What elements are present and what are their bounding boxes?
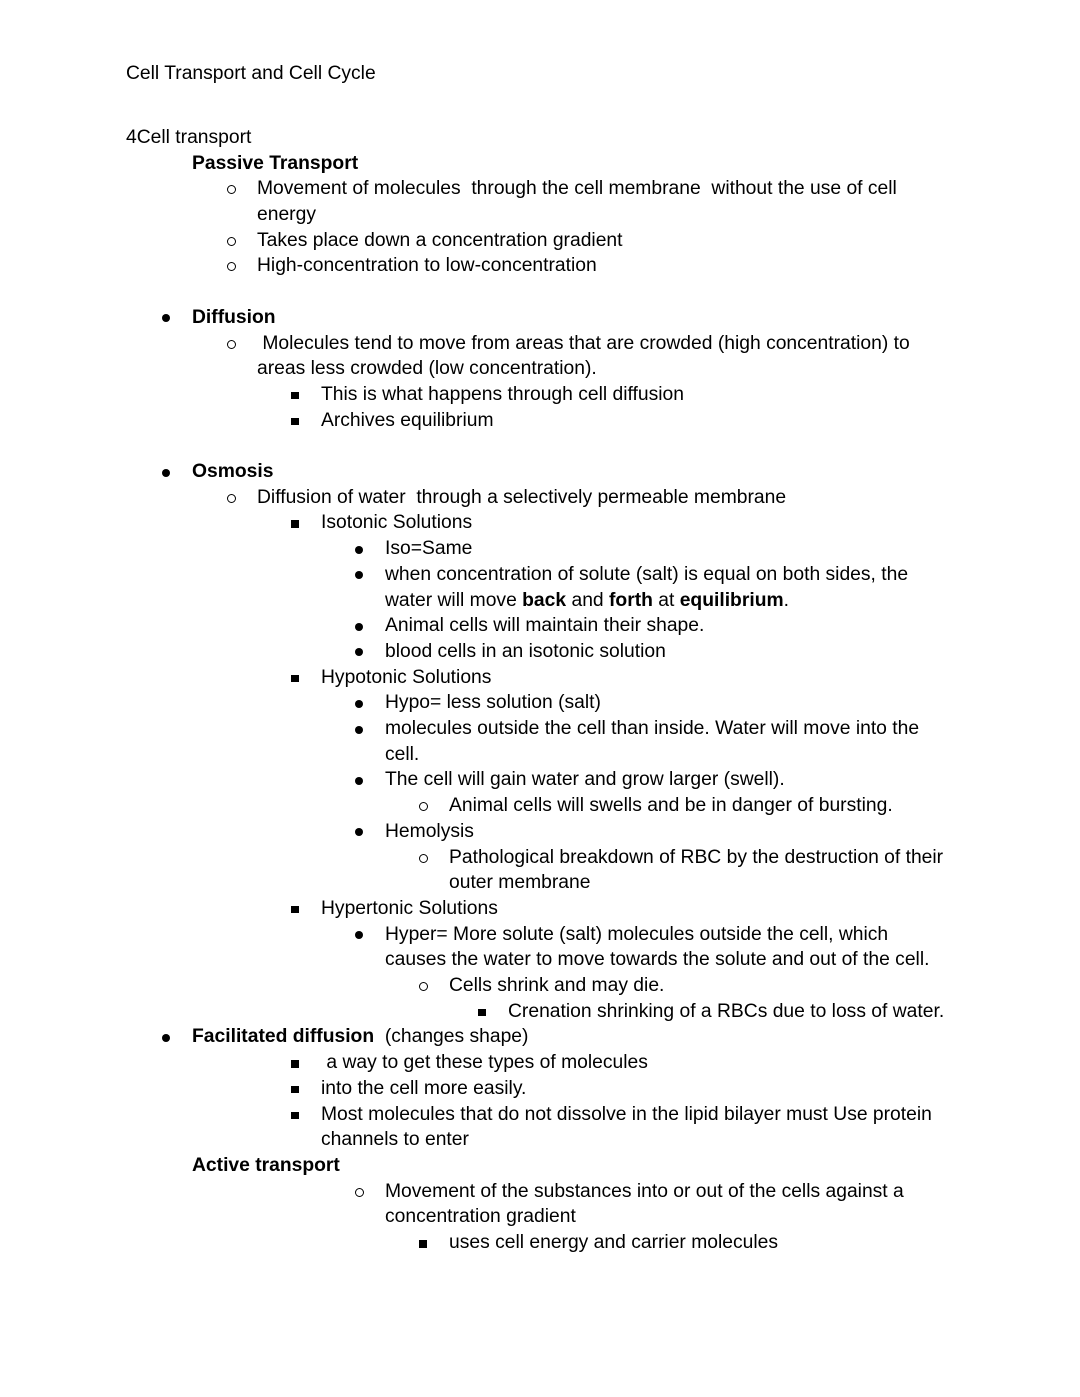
- bullet-square-icon: [291, 520, 299, 528]
- bullet-circle-icon: [227, 262, 236, 271]
- bullet-square-icon: [291, 392, 299, 400]
- doc-line: [0, 1102, 948, 1153]
- bullet-square-icon: [291, 1112, 299, 1120]
- text-run: blood cells in an isotonic solution: [385, 640, 666, 662]
- bullet-disc-icon: [355, 571, 363, 579]
- bullet-disc-icon: [355, 931, 363, 939]
- heading-active-transport: [0, 1153, 948, 1179]
- blank-line: [0, 433, 948, 459]
- text-run: Isotonic Solutions: [321, 512, 473, 534]
- blank-line: [0, 279, 948, 305]
- bullet-disc-icon: [162, 1034, 170, 1042]
- text-run: .: [783, 589, 789, 611]
- doc-line: [0, 639, 948, 665]
- text-run: Osmosis: [192, 461, 274, 482]
- doc-line: [0, 690, 948, 716]
- bullet-circle-icon: [227, 237, 236, 246]
- bullet-square-icon: [291, 1086, 299, 1094]
- text-run: molecules outside the cell than inside. Water will move into the cell.: [385, 718, 925, 765]
- bullet-circle-icon: [227, 340, 236, 349]
- text-run: Cell Transport and Cell Cycle: [126, 63, 376, 84]
- doc-line: [0, 973, 948, 999]
- doc-line: [0, 1050, 948, 1076]
- doc-line: [0, 613, 948, 639]
- bullet-disc-icon: [355, 546, 363, 554]
- text-run: 4Cell transport: [126, 126, 252, 148]
- bullet-square-icon: [291, 1060, 299, 1068]
- doc-line: [0, 896, 948, 922]
- text-run: at: [652, 589, 680, 611]
- bullet-circle-icon: [227, 185, 236, 194]
- text-run: Diffusion: [192, 306, 276, 328]
- blank-line: [0, 99, 948, 125]
- heading-passive-transport: [0, 151, 948, 177]
- doc-line: [0, 767, 948, 793]
- bullet-circle-icon: [227, 494, 236, 503]
- bullet-square-icon: [419, 1240, 427, 1248]
- text-run: Movement of the substances into or out of the cells against a concentration gradient: [385, 1180, 910, 1228]
- text-run: Molecules tend to move from areas that are crowded (high concentration) to areas less crowded (low concentration).: [257, 332, 916, 380]
- doc-line: [0, 253, 948, 279]
- text-run: Pathological breakdown of RBC by the destruction of their outer membrane: [449, 846, 949, 894]
- text-run: equilibrium: [679, 589, 784, 611]
- bullet-disc-icon: [355, 700, 363, 708]
- text-run: Animal cells will maintain their shape.: [385, 615, 705, 637]
- bullet-square-icon: [291, 675, 299, 683]
- text-run: The cell will gain water and grow larger (swell).: [385, 769, 785, 791]
- bullet-disc-icon: [355, 828, 363, 836]
- text-run: Iso=Same: [385, 538, 473, 560]
- bullet-circle-icon: [355, 1188, 364, 1197]
- text-run: forth: [609, 589, 653, 611]
- bullet-disc-icon: [355, 726, 363, 734]
- bullet-square-icon: [478, 1009, 486, 1017]
- doc-line: [0, 1230, 948, 1256]
- doc-line: [0, 1076, 948, 1102]
- text-run: when concentration of solute (salt) is equal on both sides, the water will move: [385, 563, 914, 611]
- bullet-circle-icon: [419, 982, 428, 991]
- text-run: Most molecules that do not dissolve in the lipid bilayer must Use protein channels to enter: [321, 1103, 938, 1151]
- text-run: Hemolysis: [385, 820, 474, 842]
- text-run: Diffusion of water through a selectively permeable membrane: [257, 486, 787, 508]
- text-run: into the cell more easily.: [321, 1077, 527, 1099]
- section-cell-transport: [0, 125, 948, 151]
- text-run: Active transport: [192, 1154, 340, 1176]
- bullet-circle-icon: [419, 802, 428, 811]
- bullet-square-icon: [291, 906, 299, 914]
- doc-line: [0, 536, 948, 562]
- text-run: uses cell energy and carrier molecules: [449, 1232, 779, 1254]
- text-run: This is what happens through cell diffusion: [321, 383, 684, 405]
- bullet-disc-icon: [355, 623, 363, 631]
- doc-line: [0, 176, 948, 227]
- doc-line: [0, 562, 948, 613]
- text-run: Hypertonic Solutions: [321, 897, 498, 919]
- text-run: Hypotonic Solutions: [321, 666, 492, 688]
- doc-line: [0, 716, 948, 767]
- doc-line: [0, 793, 948, 819]
- bullet-square-icon: [291, 418, 299, 426]
- doc-line: [0, 485, 948, 511]
- text-run: Crenation shrinking of a RBCs due to loss of water.: [508, 1000, 945, 1022]
- text-run: Animal cells will swells and be in danger of bursting.: [449, 795, 893, 817]
- text-run: back: [522, 589, 567, 611]
- text-run: High-concentration to low-concentration: [257, 255, 597, 277]
- text-run: Passive Transport: [192, 152, 359, 174]
- document-content: [0, 61, 948, 1256]
- text-run: Movement of molecules through the cell membrane without the use of cell energy: [257, 178, 903, 225]
- doc-line: [0, 331, 948, 382]
- text-run: (changes shape): [374, 1026, 529, 1048]
- bullet-disc-icon: [162, 469, 170, 477]
- text-run: Facilitated diffusion: [192, 1026, 375, 1048]
- doc-line: [0, 665, 948, 691]
- doc-line: [0, 382, 948, 408]
- doc-line: [0, 408, 948, 434]
- bullet-disc-icon: [162, 314, 170, 322]
- text-run: Hyper= More solute (salt) molecules outside the cell, which causes the water to move towards the solute and out of the cell.: [385, 923, 930, 971]
- bullet-disc-icon: [355, 648, 363, 656]
- text-run: Cells shrink and may die.: [449, 975, 665, 997]
- bullet-disc-icon: [355, 777, 363, 785]
- doc-line: [0, 1179, 948, 1230]
- doc-line: [0, 819, 948, 845]
- bullet-circle-icon: [419, 854, 428, 863]
- doc-line: [0, 510, 948, 536]
- doc-line: [0, 228, 948, 254]
- text-run: Takes place down a concentration gradient: [257, 229, 623, 251]
- heading-facilitated-diffusion: [0, 1024, 948, 1050]
- heading-osmosis: [0, 459, 948, 485]
- heading-diffusion: [0, 305, 948, 331]
- doc-line: [0, 999, 948, 1025]
- text-run: and: [566, 589, 609, 611]
- text-run: a way to get these types of molecules: [321, 1052, 648, 1074]
- doc-title: [0, 61, 948, 87]
- text-run: Hypo= less solution (salt): [385, 692, 601, 714]
- doc-line: [0, 845, 948, 896]
- doc-line: [0, 922, 948, 973]
- text-run: Archives equilibrium: [321, 409, 494, 431]
